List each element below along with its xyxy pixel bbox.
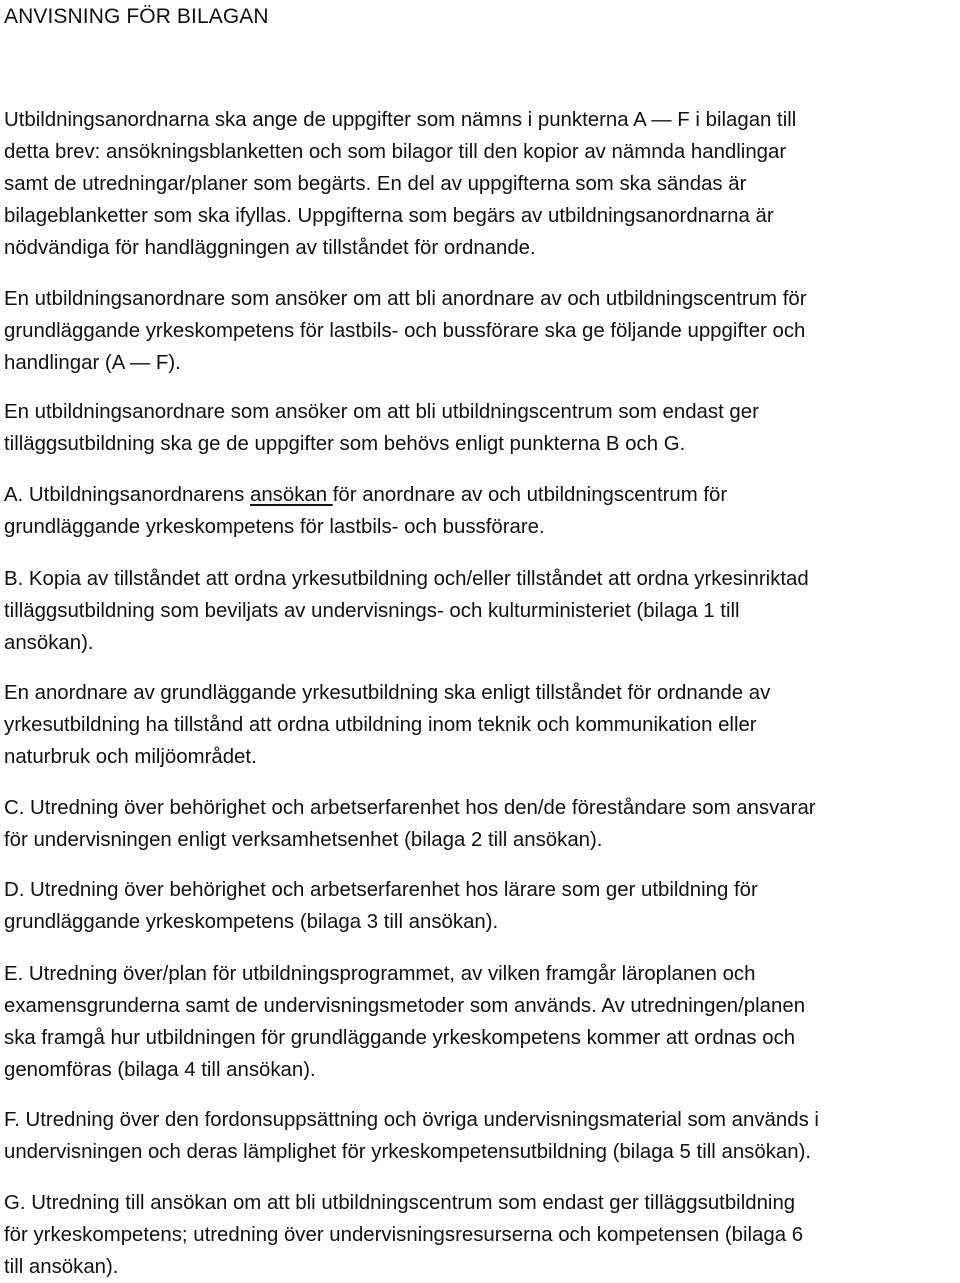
item-g-paragraph — [4, 1187, 803, 1283]
text-line: Utbildningsanordnarna ska ange de uppgifter som nämns i punkterna A — F i bilagan till — [4, 109, 797, 131]
item-f-paragraph — [4, 1104, 819, 1168]
text-line: till ansökan). — [4, 1256, 119, 1278]
text-line: bilageblanketter som ska ifyllas. Uppgifterna som begärs av utbildningsanordnarna är — [4, 205, 774, 227]
text-line: grundläggande yrkeskompetens (bilaga 3 till ansökan). — [4, 911, 499, 933]
item-b-paragraph — [4, 563, 809, 659]
text-line: grundläggande yrkeskompetens för lastbils- och bussförare. — [4, 516, 545, 538]
text-line: B. Kopia av tillståndet att ordna yrkesutbildning och/eller tillståndet att ordna yrkesinriktad — [4, 568, 809, 590]
item-e-paragraph — [4, 958, 805, 1086]
text-line: handlingar (A — F). — [4, 352, 181, 374]
text-line: C. Utredning över behörighet och arbetserfarenhet hos den/de föreståndare som ansvarar — [4, 797, 816, 819]
item-d-paragraph — [4, 874, 758, 938]
item-c-paragraph — [4, 792, 816, 856]
center-paragraph — [4, 396, 759, 460]
text-line: examensgrunderna samt de undervisningsmetoder som används. Av utredningen/planen — [4, 995, 806, 1017]
page-title: ANVISNING FÖR BILAGAN — [4, 5, 269, 28]
item-a-suffix: för anordnare av och utbildningscentrum för — [332, 484, 728, 506]
text-line: D. Utredning över behörighet och arbetserfarenhet hos lärare som ger utbildning för — [4, 879, 758, 901]
item-a-prefix: A. Utbildningsanordnarens — [4, 484, 250, 506]
text-line: grundläggande yrkeskompetens för lastbils- och bussförare ska ge följande uppgifter och — [4, 320, 806, 342]
text-line: undervisningen och deras lämplighet för yrkeskompetensutbildning (bilaga 5 till ansökan). — [4, 1141, 812, 1163]
text-line: En utbildningsanordnare som ansöker om att bli utbildningscentrum som endast ger — [4, 401, 759, 423]
document-page — [4, 0, 958, 1278]
item-a-paragraph — [4, 479, 727, 543]
item-a-underlined: ansökan — [249, 484, 333, 506]
general-paragraph — [4, 283, 807, 379]
text-line: för undervisningen enligt verksamhetsenhet (bilaga 2 till ansökan). — [4, 829, 603, 851]
item-b-note-paragraph — [4, 677, 770, 773]
text-line: F. Utredning över den fordonsuppsättning och övriga undervisningsmaterial som används i — [4, 1109, 819, 1131]
text-line: detta brev: ansökningsblanketten och som bilagor till den kopior av nämnda handlingar — [4, 141, 787, 163]
text-line: för yrkeskompetens; utredning över undervisningsresurserna och kompetensen (bilaga 6 — [4, 1224, 804, 1246]
intro-paragraph — [4, 104, 796, 264]
text-line: genomföras (bilaga 4 till ansökan). — [4, 1059, 316, 1081]
text-line: E. Utredning över/plan för utbildningsprogrammet, av vilken framgår läroplanen och — [4, 963, 756, 985]
text-line: En anordnare av grundläggande yrkesutbildning ska enligt tillståndet för ordnande av — [4, 682, 771, 704]
text-line: ska framgå hur utbildningen för grundläggande yrkeskompetens kommer att ordnas och — [4, 1027, 796, 1049]
text-line: samt de utredningar/planer som begärts. En del av uppgifterna som ska sändas är — [4, 173, 747, 195]
text-line: tilläggsutbildning ska ge de uppgifter som behövs enligt punkterna B och G. — [4, 433, 686, 455]
text-line: ansökan). — [4, 632, 94, 654]
text-line: tilläggsutbildning som beviljats av undervisnings- och kulturministeriet (bilaga 1 till — [4, 600, 740, 622]
text-line: nödvändiga för handläggningen av tillståndet för ordnande. — [4, 237, 536, 259]
text-line: En utbildningsanordnare som ansöker om att bli anordnare av och utbildningscentrum för — [4, 288, 807, 310]
text-line: naturbruk och miljöområdet. — [4, 746, 257, 768]
text-line — [4, 479, 727, 511]
text-line: G. Utredning till ansökan om att bli utbildningscentrum som endast ger tilläggsutbildning — [4, 1192, 796, 1214]
text-line: yrkesutbildning ha tillstånd att ordna utbildning inom teknik och kommunikation eller — [4, 714, 757, 736]
